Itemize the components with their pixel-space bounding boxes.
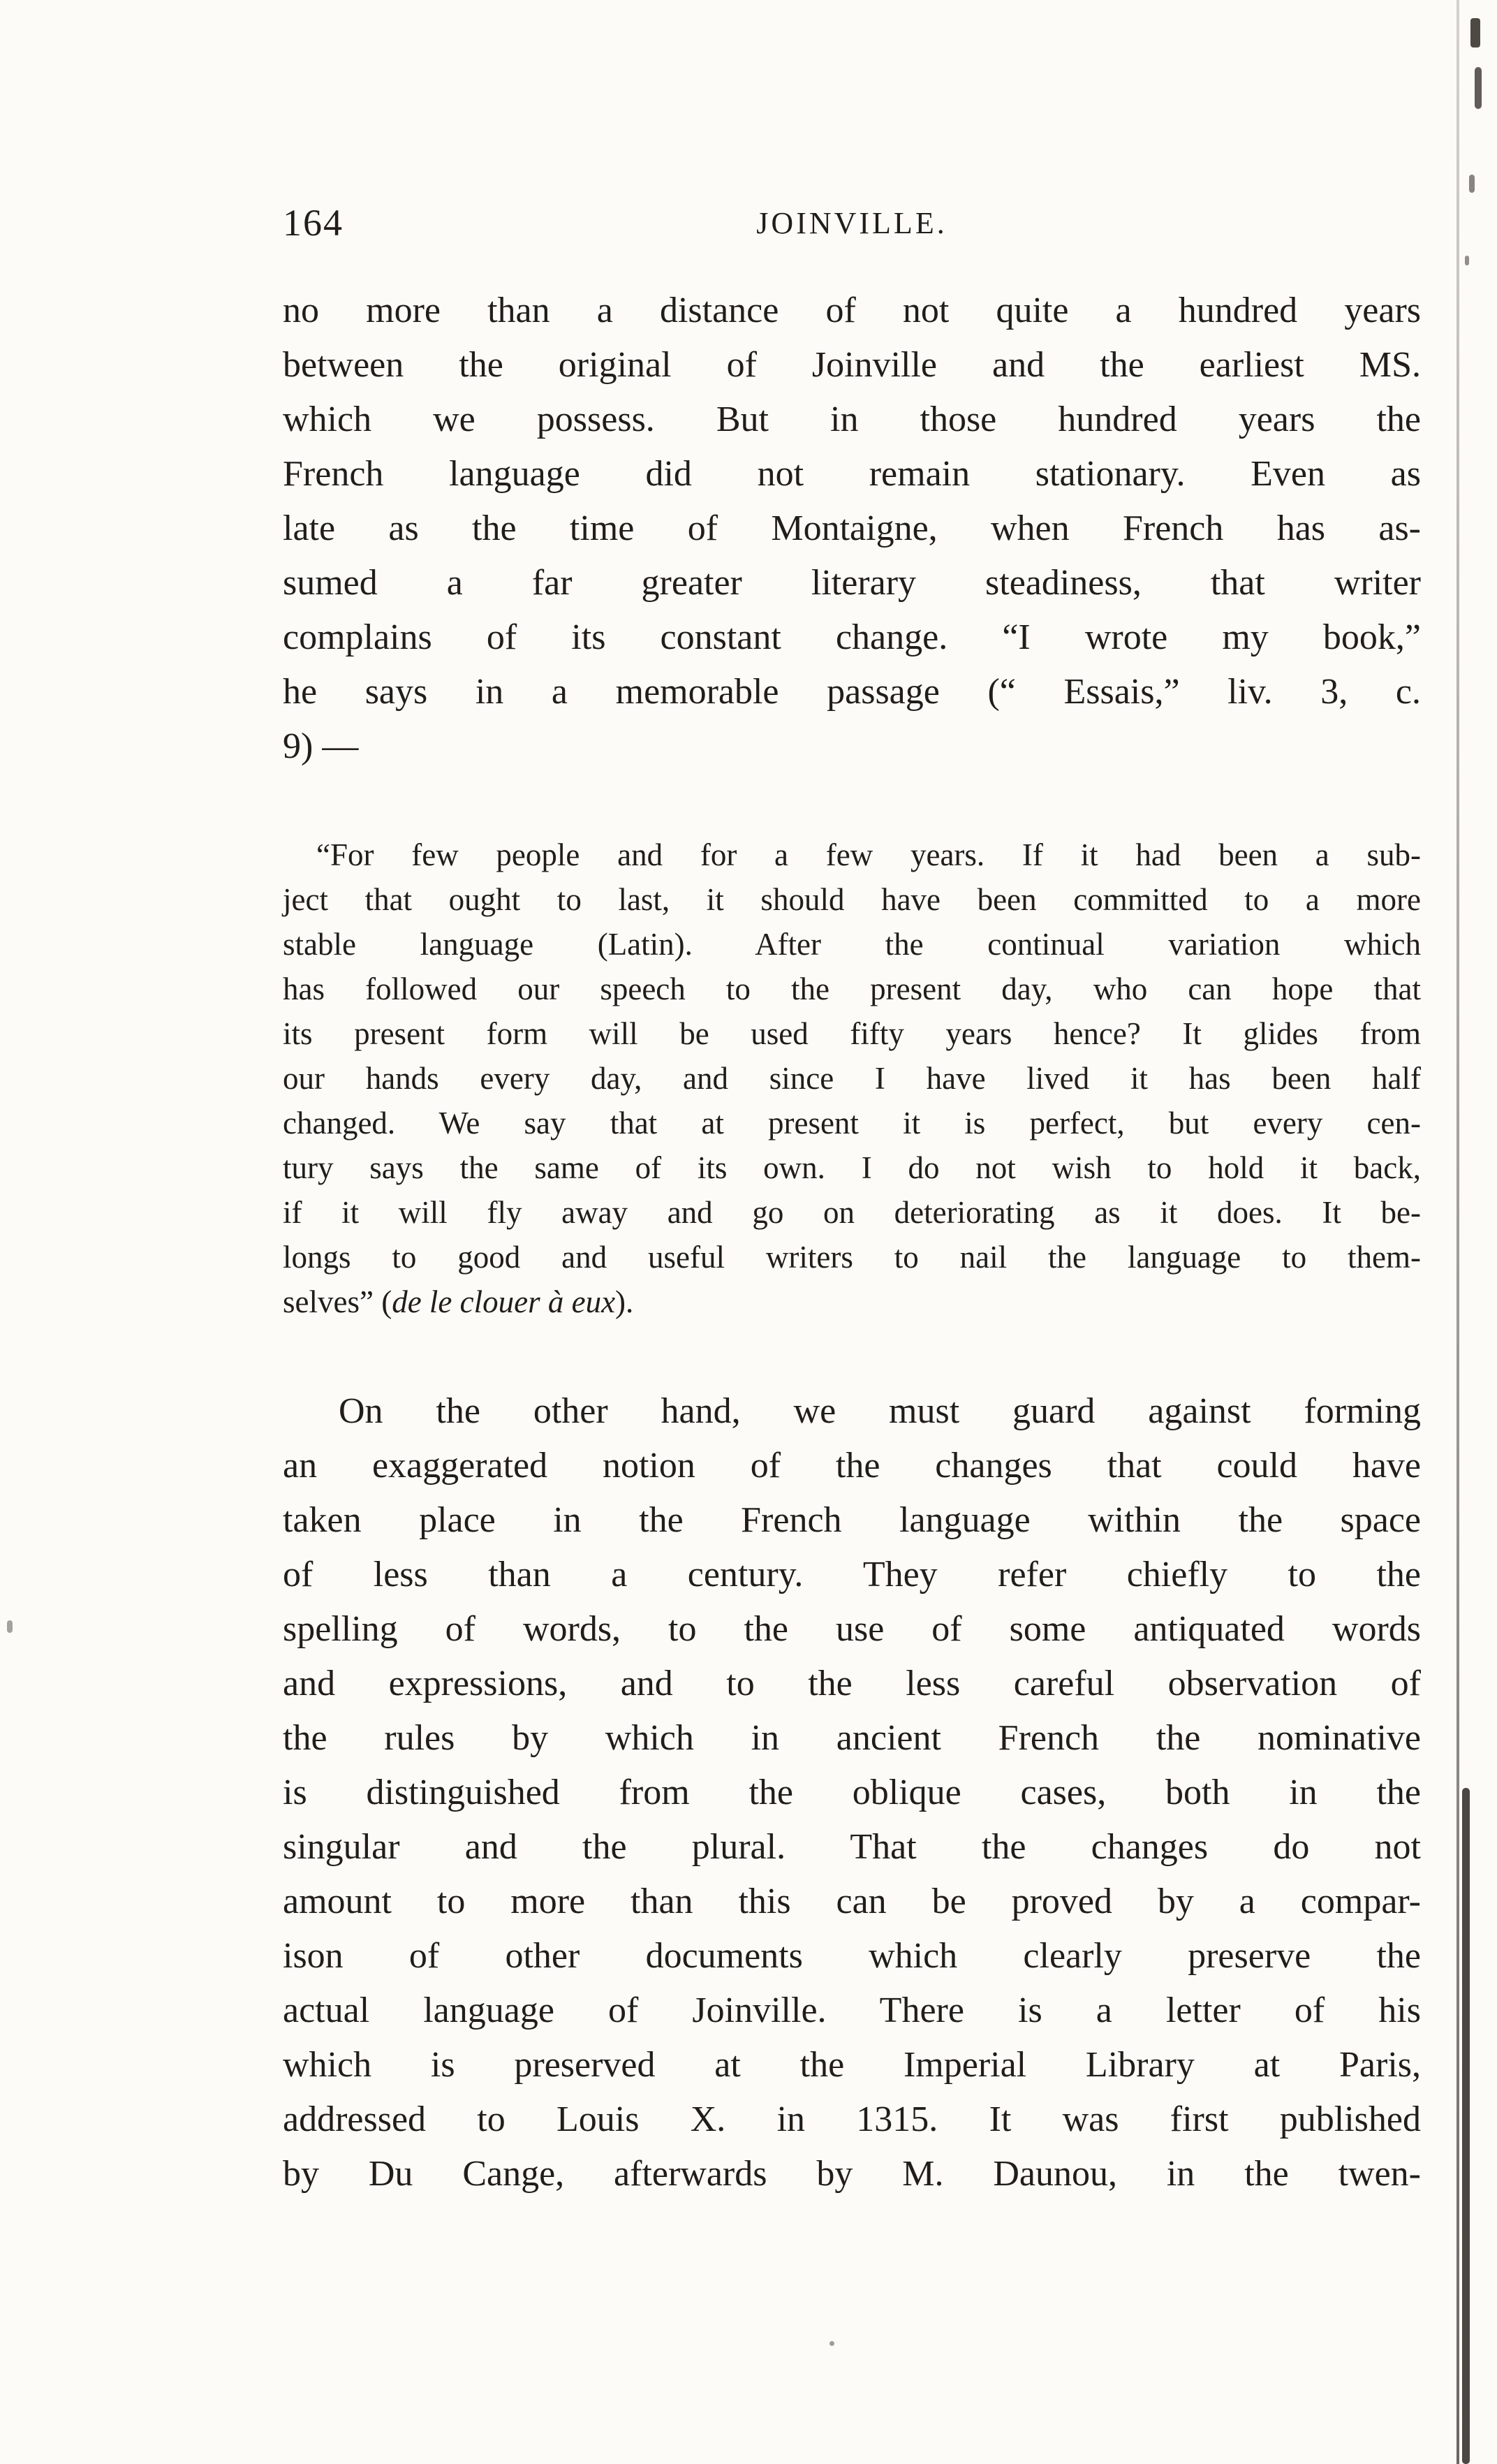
scan-artifact-speck [829, 2341, 834, 2346]
quote-last-line [283, 1279, 1421, 1324]
quote-lines [283, 833, 1421, 1279]
paragraph-main [283, 1384, 1421, 2201]
text-line: late as the time of Montaigne, when French has as- [283, 508, 1421, 548]
scan-artifact-speck [7, 1620, 13, 1633]
text-line: On the other hand, we must guard against forming [339, 1391, 1421, 1431]
text-line: tury says the same of its own. I do not wish to hold it back, [283, 1150, 1421, 1185]
text-line: which we possess. But in those hundred years the [283, 399, 1421, 439]
text-line: the rules by which in ancient French the nominative [283, 1718, 1421, 1758]
text-line: complains of its constant change. “I wrote my book,” [283, 617, 1421, 657]
text-line: an exaggerated notion of the changes that could have [283, 1446, 1421, 1486]
text-line: if it will fly away and go on deteriorating as it does. It be- [283, 1195, 1421, 1230]
text-line: taken place in the French language within the space [283, 1500, 1421, 1540]
page-number: 164 [283, 202, 344, 244]
quote-last-line-end: ). [615, 1284, 634, 1319]
text-line: 9) — [283, 726, 359, 766]
scan-artifact-speck [1470, 18, 1480, 47]
block-quote [283, 833, 1421, 1324]
scan-artifact-edge-line [1457, 0, 1459, 2464]
text-line: longs to good and useful writers to nail the language to them- [283, 1240, 1421, 1275]
text-line: amount to more than this can be proved by a compar- [283, 1882, 1421, 1921]
quote-last-line-text: selves” ( [283, 1284, 392, 1319]
text-line: our hands every day, and since I have lived it has been half [283, 1061, 1421, 1096]
text-line: spelling of words, to the use of some antiquated words [283, 1609, 1421, 1649]
text-line: ison of other documents which clearly preserve the [283, 1936, 1421, 1976]
paragraph-continuation [283, 284, 1421, 774]
text-line: its present form will be used fifty years hence? It glides from [283, 1016, 1421, 1051]
running-title: JOINVILLE. [756, 206, 947, 240]
text-line: by Du Cange, afterwards by M. Daunou, in the twen- [283, 2154, 1421, 2194]
book-page-text-column [283, 201, 1421, 2201]
text-line: changed. We say that at present it is perfect, but every cen- [283, 1106, 1421, 1141]
scan-artifact-speck [1475, 67, 1482, 109]
text-line: addressed to Louis X. in 1315. It was first published [283, 2099, 1421, 2139]
scan-artifact-edge-bar [1462, 1788, 1470, 2464]
text-line: which is preserved at the Imperial Library at Paris, [283, 2045, 1421, 2085]
text-line: ject that ought to last, it should have been committed to a more [283, 882, 1421, 917]
page-header [283, 201, 1421, 251]
paragraph-lines [283, 1384, 1421, 2201]
text-line: between the original of Joinville and the earliest MS. [283, 345, 1421, 385]
paragraph-lines [283, 284, 1421, 774]
text-line: stable language (Latin). After the continual variation which [283, 927, 1421, 962]
scan-artifact-speck [1469, 175, 1475, 193]
text-line: he says in a memorable passage (“ Essais,” liv. 3, c. [283, 672, 1421, 712]
text-line: “For few people and for a few years. If it had been a sub- [316, 837, 1421, 872]
text-line: of less than a century. They refer chiefly to the [283, 1555, 1421, 1594]
quote-italic-phrase: de le clouer à eux [392, 1284, 616, 1319]
text-line: is distinguished from the oblique cases, both in the [283, 1773, 1421, 1812]
text-line: French language did not remain stationary. Even as [283, 454, 1421, 494]
text-line: singular and the plural. That the changes do not [283, 1827, 1421, 1867]
text-line: no more than a distance of not quite a hundred years [283, 291, 1421, 330]
text-line: actual language of Joinville. There is a letter of his [283, 1990, 1421, 2030]
text-line: sumed a far greater literary steadiness, that writer [283, 563, 1421, 603]
scan-artifact-speck [1465, 256, 1469, 265]
text-line: and expressions, and to the less careful observation of [283, 1664, 1421, 1703]
text-line: has followed our speech to the present day, who can hope that [283, 971, 1421, 1006]
